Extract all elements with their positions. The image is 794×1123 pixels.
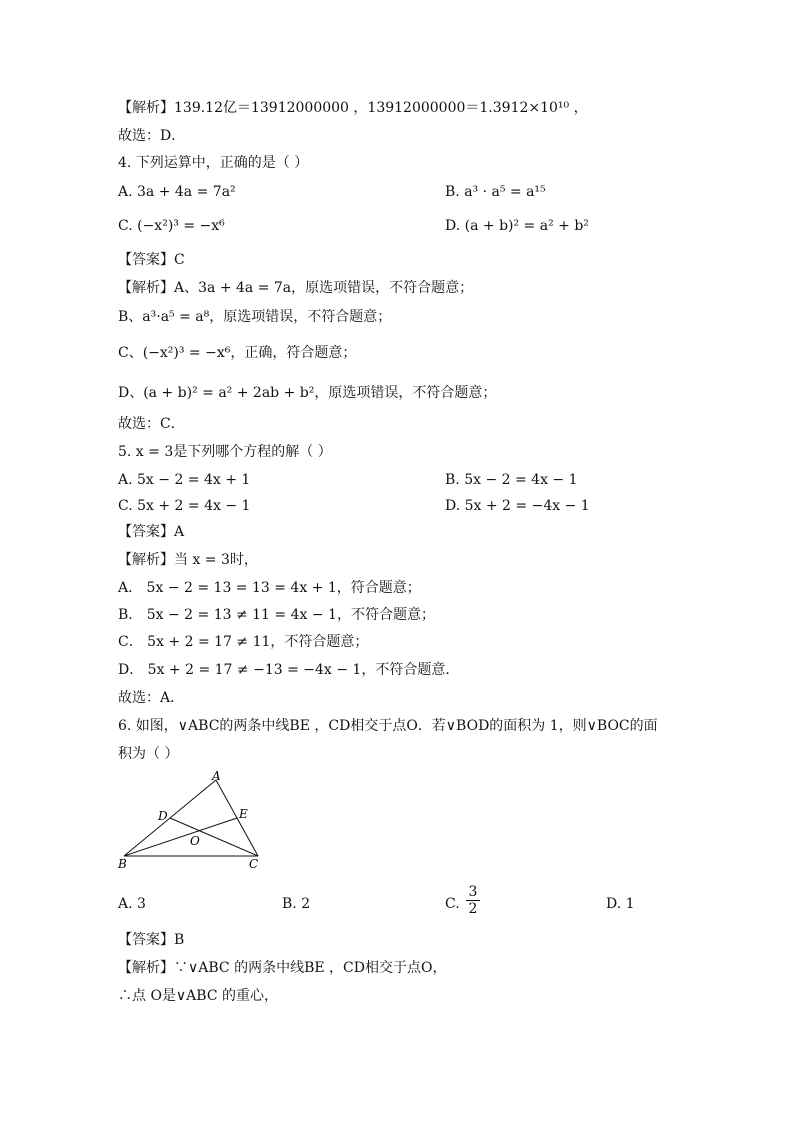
question-6-stem: 6. 如图，∨ABC的两条中线BE ，CD相交于点O．若∨BOD的面积为 1，则∨BOC的面 <box>118 718 658 734</box>
label-a: A <box>212 769 221 783</box>
q4-option-c: C. (−x²)³ = −x⁶ <box>118 218 225 234</box>
q5-explanation-c: C． 5x + 2 = 17 ≠ 11，不符合题意； <box>118 634 369 650</box>
q5-explanation-d: D． 5x + 2 = 17 ≠ −13 = −4x − 1，不符合题意． <box>118 662 460 678</box>
q5-explanation-intro: 【解析】当 x = 3时， <box>118 552 258 568</box>
q6-option-b: B. 2 <box>282 896 311 912</box>
label-e: E <box>239 807 248 821</box>
q6-explanation-1: 【解析】∵∨ABC 的两条中线BE ，CD相交于点O， <box>118 960 447 976</box>
question-5-stem: 5. x = 3是下列哪个方程的解（ ） <box>118 444 332 460</box>
fraction-denominator: 2 <box>468 901 478 917</box>
q6-option-a: A. 3 <box>118 896 146 912</box>
q4-explanation-a: 【解析】A、3a + 4a = 7a，原选项错误，不符合题意； <box>118 280 474 296</box>
q6-option-c-fraction <box>466 884 480 917</box>
q6-answer: 【答案】B <box>118 932 185 948</box>
analysis-line-3: 【解析】139.12亿＝13912000000 ，13912000000＝1.3912×10¹⁰ ， <box>118 100 588 116</box>
question-4-stem: 4. 下列运算中，正确的是（ ） <box>118 155 309 171</box>
q4-explanation-d: D、(a + b)² = a² + 2ab + b²，原选项错误，不符合题意； <box>118 385 497 401</box>
q5-option-d: D. 5x + 2 = −4x − 1 <box>445 498 590 514</box>
q5-explanation-b: B． 5x − 2 = 13 ≠ 11 = 4x − 1，不符合题意； <box>118 607 435 623</box>
triangle-figure <box>112 768 274 872</box>
question-6-stem-cont: 积为（ ） <box>118 746 179 762</box>
q4-option-b: B. a³ · a⁵ = a¹⁵ <box>445 184 546 200</box>
q4-explanation-b: B、a³·a⁵ = a⁸，原选项错误，不符合题意； <box>118 309 392 325</box>
label-c: C <box>249 857 259 871</box>
label-d: D <box>158 809 168 823</box>
q5-selection: 故选：A． <box>118 690 185 706</box>
q4-answer: 【答案】C <box>118 252 185 268</box>
q5-answer: 【答案】A <box>118 524 185 540</box>
q6-explanation-2: ∴点 O是∨ABC 的重心， <box>118 988 278 1004</box>
q6-option-d: D. 1 <box>606 896 635 912</box>
q5-option-b: B. 5x − 2 = 4x − 1 <box>445 472 578 488</box>
q6-option-c: C. <box>445 896 460 912</box>
label-o: O <box>190 834 200 848</box>
median-cd <box>170 818 258 856</box>
q4-option-d: D. (a + b)² = a² + b² <box>445 218 589 234</box>
fraction-numerator: 3 <box>466 884 480 901</box>
q5-option-c: C. 5x + 2 = 4x − 1 <box>118 498 251 514</box>
q4-selection: 故选：C． <box>118 416 185 432</box>
label-b: B <box>118 857 127 871</box>
selection-line-3: 故选：D． <box>118 128 186 144</box>
q4-explanation-c: C、(−x²)³ = −x⁶，正确，符合题意； <box>118 345 357 361</box>
median-be <box>124 818 237 856</box>
q4-option-a: A. 3a + 4a = 7a² <box>118 184 236 200</box>
q5-explanation-a: A． 5x − 2 = 13 = 13 = 4x + 1，符合题意； <box>118 580 421 596</box>
q5-option-a: A. 5x − 2 = 4x + 1 <box>118 472 251 488</box>
